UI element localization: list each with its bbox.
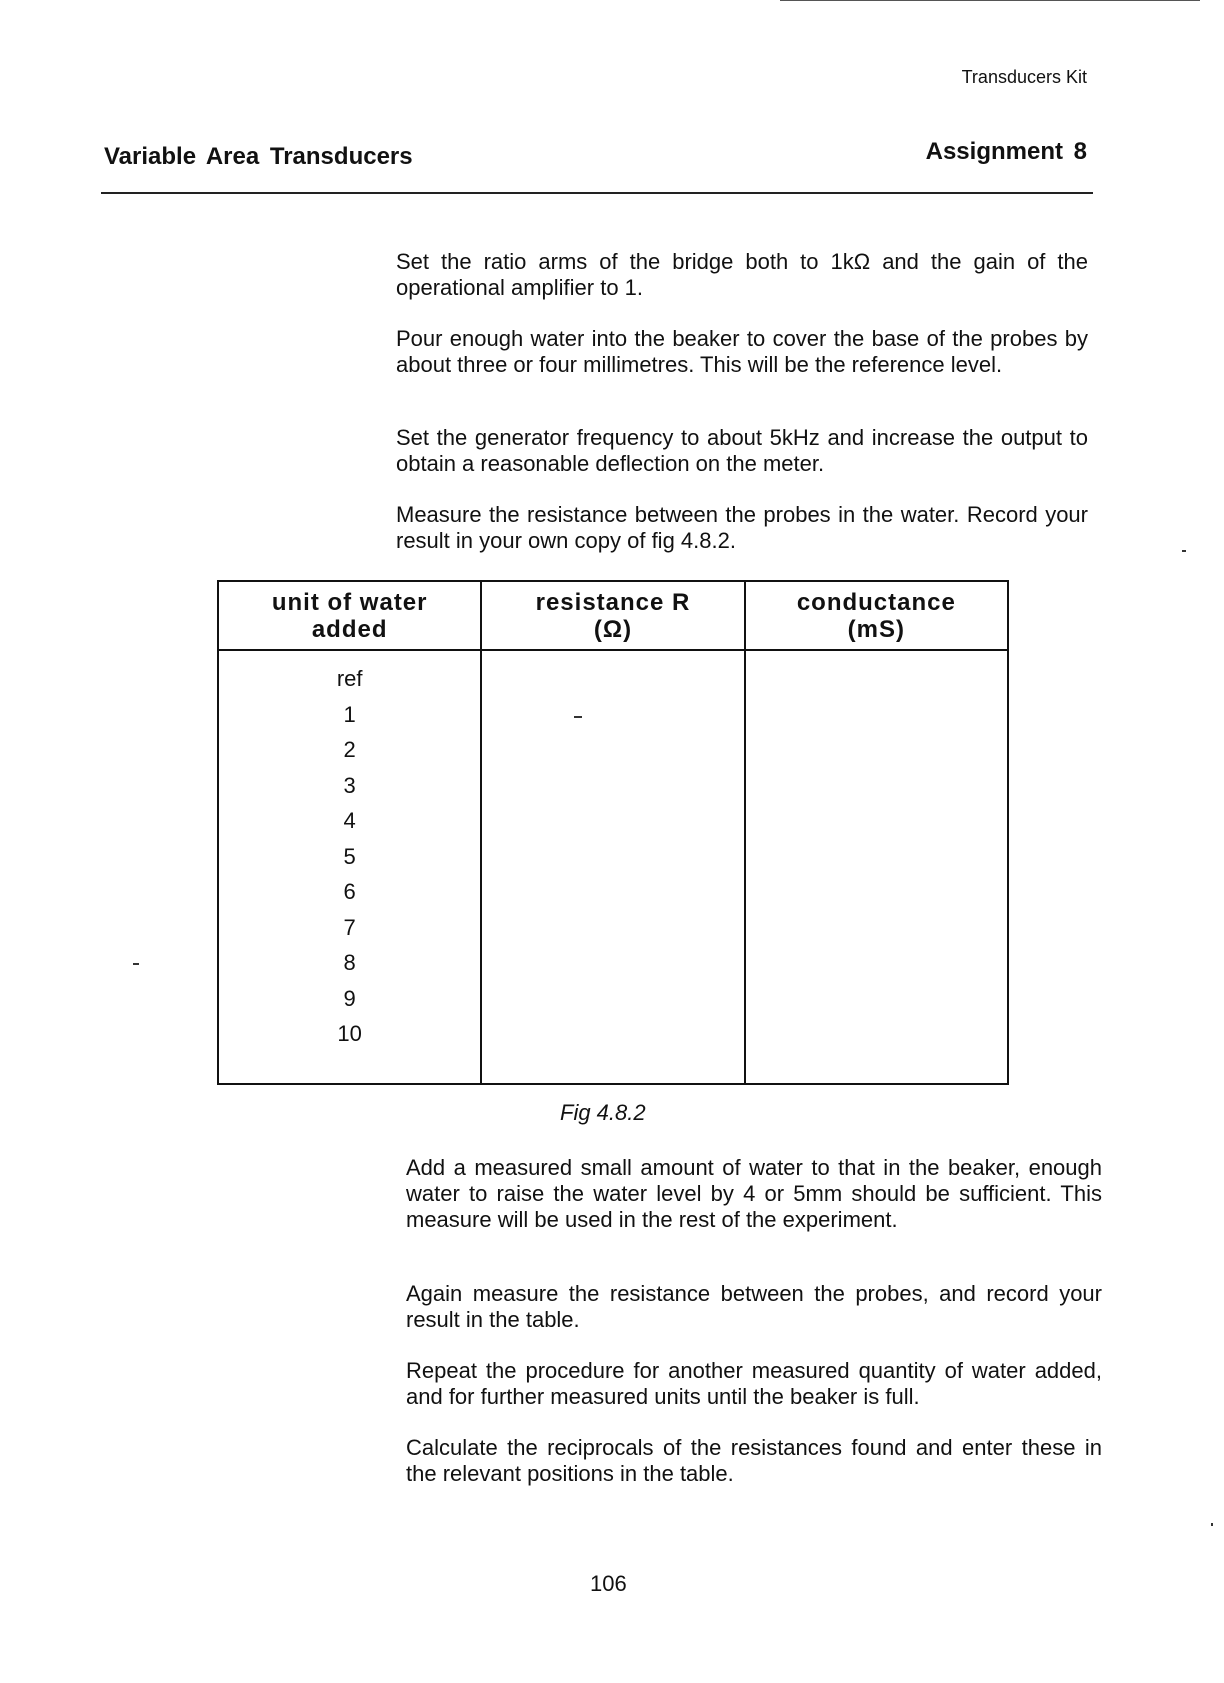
paragraph-generator: Set the generator frequency to about 5kHz and increase the output to obtain a reasonable deflection on the meter. [396,425,1088,476]
conductance-column [745,650,1008,1084]
header-conductance [745,581,1008,650]
list-item: 1 [343,701,356,727]
list-item: 3 [343,772,356,798]
paragraph-calculate: Calculate the reciprocals of the resistances found and enter these in the relevant positions in the table. [406,1435,1102,1486]
header-unit-line2: added [311,615,388,643]
list-item: 2 [343,737,356,762]
header-resistance [481,581,744,650]
header-divider [101,192,1093,194]
paragraph-add-water: Add a measured small amount of water to that in the beaker, enough water to raise the water level by 4 or 5mm should be sufficient. This measure will be used in the rest of the experiment. [406,1155,1102,1232]
header-resistance-line1: resistance R [535,588,691,616]
header-unit-line1: unit of water [271,588,428,616]
figure-caption: Fig 4.8.2 [560,1100,646,1125]
list-item: 7 [343,914,356,940]
list-item: 8 [343,950,356,975]
table-body-row [218,650,1008,1084]
assignment-label: Assignment 8 [925,138,1087,165]
table-header-row [218,581,1008,650]
scan-speck [1211,1523,1213,1526]
list-item: 5 [343,843,356,869]
page-number: 106 [590,1571,627,1596]
top-edge-line [780,0,1200,1]
paragraph-measure-resistance: Measure the resistance between the probes in the water. Record your result in your own copy of fig 4.8.2. [396,502,1088,553]
header-resistance-line2: (Ω) [593,615,633,643]
paragraph-pour-water: Pour enough water into the beaker to cover the base of the probes by about three or four millimetres. This will be the reference level. [396,326,1088,377]
kit-title: Transducers Kit [961,67,1087,87]
unit-list [219,651,480,1052]
list-item: 10 [337,1021,362,1046]
section-title: Variable Area Transducers [104,143,413,170]
scan-speck [1182,550,1186,552]
results-table [217,580,1009,1085]
paragraph-repeat-procedure: Repeat the procedure for another measured quantity of water added, and for further measured units until the beaker is full. [406,1358,1102,1409]
list-item: 9 [343,985,356,1011]
header-conductance-line2: (mS) [847,615,905,643]
paragraph-again-measure: Again measure the resistance between the probes, and record your result in the table. [406,1281,1102,1332]
scan-speck [574,716,582,718]
paragraph-ratio-arms: Set the ratio arms of the bridge both to 1kΩ and the gain of the operational amplifier to 1. [396,249,1088,300]
list-item: ref [336,666,363,691]
resistance-column [481,650,744,1084]
list-item: 4 [343,808,356,833]
unit-column [218,650,481,1084]
scan-speck [133,963,139,965]
header-conductance-line1: conductance [796,588,956,616]
header-unit-of-water [218,581,481,650]
list-item: 6 [343,879,356,904]
